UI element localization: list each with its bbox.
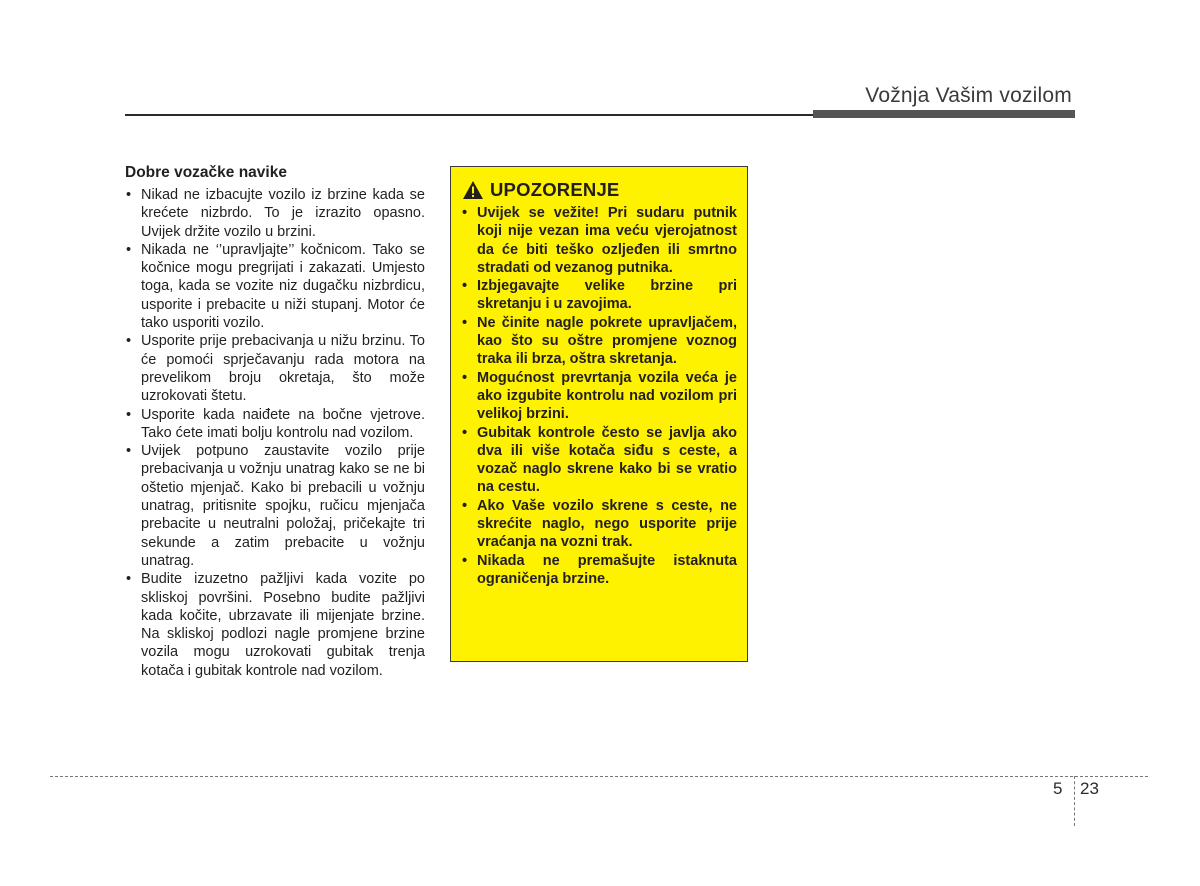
warning-item: • Izbjegavajte velike brzine pri skretanju i u zavojima. [462,277,737,314]
page-number: 23 [1080,779,1099,798]
header-rule [125,114,815,116]
warning-item: • Nikada ne premašujte istaknuta ograničenja brzine. [462,552,737,589]
header-rule-accent [813,110,1075,118]
warning-item: • Mogućnost prevrtanja vozila veća je ako izgubite kontrolu nad vozilom pri velikoj brzini. [462,369,737,424]
good-driving-habits-section [125,164,425,680]
warning-triangle-icon [462,180,484,200]
habit-item: • Usporite prije prebacivanja u nižu brzinu. To će pomoći sprječavanju rada motora na prevelikom broju okretaja, što može uzrokovati štetu. [125,332,425,405]
warning-item: • Gubitak kontrole često se javlja ako dva ili više kotača siđu s ceste, a vozač naglo skrene kako bi se vratio na cestu. [462,424,737,497]
footer-page-separator [1074,776,1075,826]
warning-header [462,179,737,201]
warning-item: • Uvijek se vežite! Pri sudaru putnik koji nije vezan ima veću vjerojatnost da će biti teško ozljeđen ili smrtno stradati od vezanog putnika. [462,204,737,277]
habit-item: • Nikad ne izbacujte vozilo iz brzine kada se krećete nizbrdo. To je izrazito opasno. Uvijek držite vozilo u brzini. [125,186,425,241]
warning-item: • Ako Vaše vozilo skrene s ceste, ne skrećite naglo, nego usporite prije vraćanja na vozni trak. [462,497,737,552]
warning-list [462,204,737,588]
chapter-number: 5 [1053,779,1063,798]
warning-title: UPOZORENJE [490,179,620,200]
habit-item: • Budite izuzetno pažljivi kada vozite po skliskoj površini. Posebno budite pažljivi kada kočite, ubrzavate ili mijenjate brzine. Na skliskoj podlozi nagle promjene brzine vozila mogu uzrokovati gubitak trenja kotača i gubitak kontrole nad vozilom. [125,570,425,680]
habit-item: • Nikada ne ‘’upravljajte’’ kočnicom. Tako se kočnice mogu pregrijati i zakazati. Umjesto toga, kada se vozite niz dugačku nizbrdicu, usporite i prebacite u niži stupanj. Motor će tako usporiti vozilo. [125,241,425,332]
footer-divider [50,776,1148,777]
habit-item: • Usporite kada naiđete na bočne vjetrove. Tako ćete imati bolju kontrolu nad vozilom. [125,406,425,443]
section-heading: Dobre vozačke navike [125,164,287,181]
warning-box [450,166,748,662]
habits-list [125,186,425,680]
warning-item: • Ne činite nagle pokrete upravljačem, kao što su oštre promjene voznog traka ili brza, oštra skretanja. [462,314,737,369]
habit-item: • Uvijek potpuno zaustavite vozilo prije prebacivanja u vožnju unatrag kako se ne bi oštetio mjenjač. Kako bi prebacili u vožnju unatrag, pritisnite spojku, ručicu mjenjača prebacite u neutralni položaj, pričekajte tri sekunde a zatim prebacite u vožnju unatrag. [125,442,425,570]
page-header-title: Vožnja Vašim vozilom [865,84,1072,107]
